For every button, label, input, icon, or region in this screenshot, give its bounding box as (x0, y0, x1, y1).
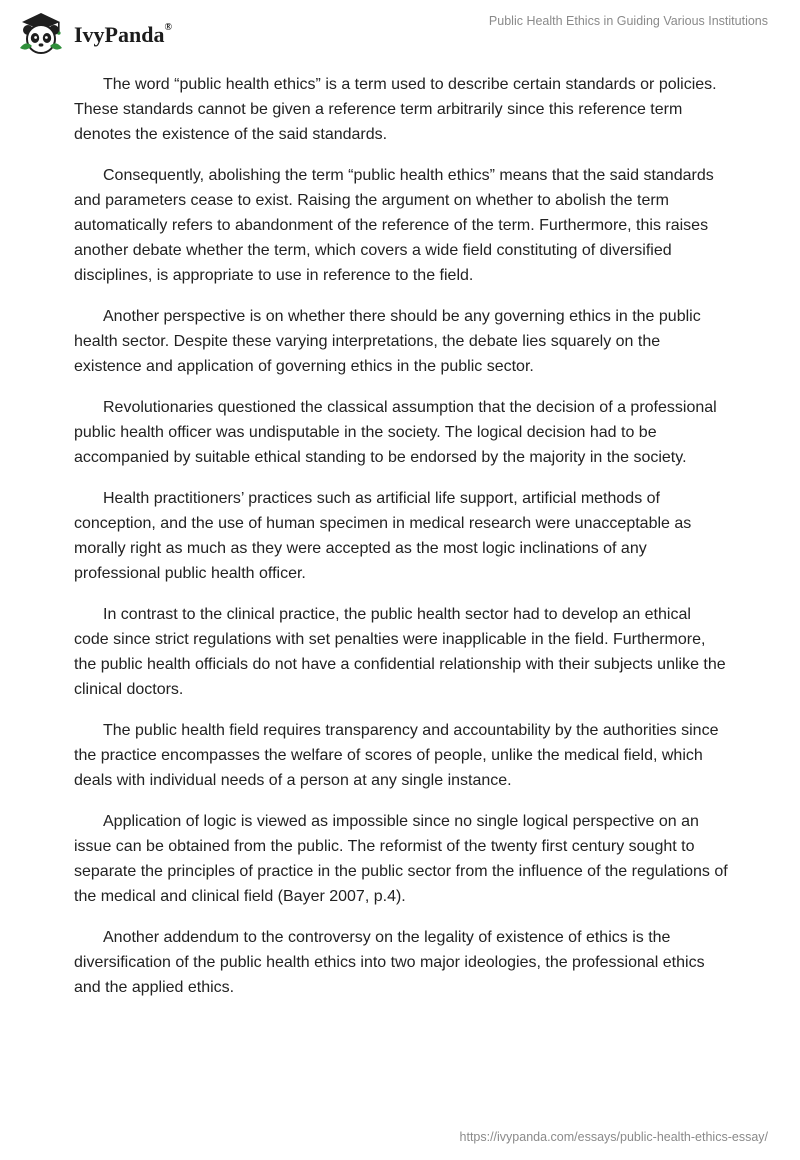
registered-mark: ® (164, 21, 172, 33)
ivypanda-logo[interactable] (14, 8, 172, 58)
paragraph: Revolutionaries questioned the classical assumption that the decision of a professional public health officer was undisputable in the society. The logical decision had to be accompanied by suitable ethical standing to be endorsed by the majority in the society. (74, 399, 717, 466)
paragraph: Application of logic is viewed as impossible since no single logical perspective on an issue can be obtained from the public. The reformist of the twenty first century sought to separate the principles of practice in the public sector from the influence of the regulations of the medical and clinical field (Bayer 2007, p.4). (74, 813, 728, 905)
page-header (0, 0, 800, 62)
brand-text: IvyPanda (74, 22, 165, 47)
brand-name (74, 22, 172, 48)
essay-body (74, 72, 730, 1016)
paragraph: Another addendum to the controversy on the legality of existence of ethics is the diversification of the public health ethics into two major ideologies, the professional ethics and the applied ethics. (74, 929, 705, 996)
paragraph: The word “public health ethics” is a term used to describe certain standards or policies. These standards cannot be given a reference term arbitrarily since this reference term denotes the existence of the said standards. (74, 76, 717, 143)
paragraph: Health practitioners’ practices such as artificial life support, artificial methods of conception, and the use of human specimen in medical research were unacceptable as morally right as much as they were accepted as the most logic inclinations of any professional public health officer. (74, 490, 692, 582)
paragraph: In contrast to the clinical practice, the public health sector had to develop an ethical code since strict regulations with set penalties were inapplicable in the field. Furthermore, the public health officials do not have a confidential relationship with their subjects unlike the clinical doctors. (74, 606, 726, 698)
paragraph: The public health field requires transparency and accountability by the authorities since the practice encompasses the welfare of scores of people, unlike the medical field, which deals with individual needs of a person at any single instance. (74, 722, 719, 789)
source-url-link[interactable]: https://ivypanda.com/essays/public-health-ethics-essay/ (459, 1130, 768, 1144)
paragraph: Consequently, abolishing the term “public health ethics” means that the said standards and parameters cease to exist. Raising the argument on whether to abolish the term automatically refers to abandonment of the reference of the term. Furthermore, this raises another debate whether the term, which covers a wide field constituting of diversified disciplines, is appropriate to use in reference to the field. (74, 167, 714, 284)
panda-graduate-icon (14, 8, 68, 58)
document-title: Public Health Ethics in Guiding Various Institutions (488, 14, 768, 28)
paragraph: Another perspective is on whether there should be any governing ethics in the public health sector. Despite these varying interpretations, the debate lies squarely on the existence and application of governing ethics in the public sector. (74, 308, 701, 375)
